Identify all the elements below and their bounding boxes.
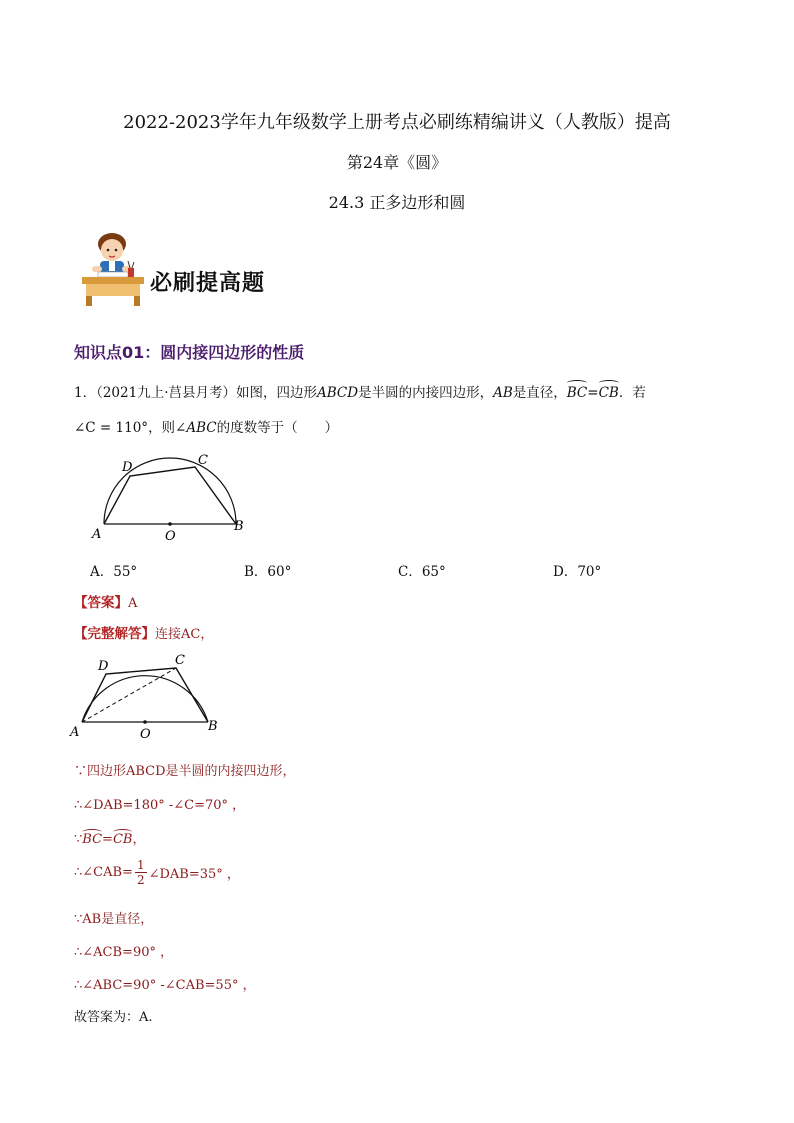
section-heading: 知识点01：圆内接四边形的性质 <box>74 343 305 362</box>
question-line-2 <box>74 418 724 438</box>
chapter-title: 第24章《圆》 <box>346 153 448 172</box>
solution-conclusion: 故答案为：A. <box>74 1010 153 1025</box>
solution-step-2: ∴∠DAB=180° -∠C=70° ， <box>74 798 246 813</box>
quad-label: ABCD <box>317 385 359 401</box>
option-d: D．70° <box>553 564 602 580</box>
solution-step-4 <box>74 858 240 887</box>
arc-cb: CB <box>112 832 133 847</box>
fraction-half <box>135 858 147 887</box>
option-a: A．55° <box>90 564 138 580</box>
label-a: A <box>92 527 102 542</box>
solution-step-3 <box>74 828 145 847</box>
arc-bc: BC <box>82 832 103 847</box>
angle-label: ABC <box>186 420 217 436</box>
option-c: C．65° <box>398 564 446 580</box>
answer-line <box>74 591 137 611</box>
solution-tag: 【完整解答】 <box>74 626 155 642</box>
half-angle-result: ∠DAB=35° ， <box>148 867 240 882</box>
label-c: C <box>175 653 185 668</box>
given-angle: ∠C = 110° <box>74 420 149 436</box>
punctuation: ， <box>132 832 146 847</box>
half-angle-prefix: ∴∠CAB= <box>74 865 133 880</box>
equals-sign: = <box>102 832 113 847</box>
solution-line <box>74 622 213 642</box>
fraction-denominator: 2 <box>136 873 145 887</box>
because-symbol: ∵ <box>74 832 83 847</box>
question-line-1 <box>74 383 724 403</box>
document-title: 2022-2023学年九年级数学上册考点必刷练精编讲义（人教版）提高 <box>123 112 671 133</box>
solution-step-5: ∵AB是直径， <box>74 912 154 927</box>
question-source: （2021九上·莒县月考） <box>96 385 236 401</box>
semicircle-figure <box>90 450 260 550</box>
student-at-desk-icon <box>78 228 148 312</box>
solution-figure <box>68 650 238 745</box>
arc-cb: CB <box>598 385 619 401</box>
diameter-label: AB <box>493 385 513 401</box>
option-b: B．60° <box>244 564 292 580</box>
question-text: 的度数等于（ ） <box>216 420 339 436</box>
question-text: 是半圆的内接四边形， <box>358 385 494 401</box>
label-o: O <box>140 727 151 742</box>
label-a: A <box>70 725 80 740</box>
label-c: C <box>198 453 208 468</box>
question-text: ，则∠ <box>148 420 187 436</box>
section-number-title: 24.3 正多边形和圆 <box>328 193 466 212</box>
fraction-numerator: 1 <box>136 858 145 872</box>
banner-label: 必刷提高题 <box>150 271 266 296</box>
solution-intro: 连接AC， <box>155 627 214 642</box>
question-text: 如图，四边形 <box>236 385 317 401</box>
answer-value: A <box>128 596 138 611</box>
label-o: O <box>165 529 176 544</box>
label-b: B <box>234 519 244 534</box>
solution-step-6: ∴∠ACB=90° ， <box>74 945 174 960</box>
solution-step-1: ∵四边形ABCD是半圆的内接四边形， <box>74 764 296 779</box>
question-text: 是直径， <box>512 385 567 401</box>
label-d: D <box>98 659 109 674</box>
question-text: ．若 <box>618 385 646 401</box>
question-number: 1． <box>74 385 97 401</box>
equals-sign: = <box>587 385 599 401</box>
label-d: D <box>122 460 133 475</box>
answer-tag: 【答案】 <box>74 595 128 611</box>
solution-step-7: ∴∠ABC=90° -∠CAB=55° ， <box>74 978 256 993</box>
label-b: B <box>208 719 218 734</box>
arc-bc: BC <box>566 385 588 401</box>
